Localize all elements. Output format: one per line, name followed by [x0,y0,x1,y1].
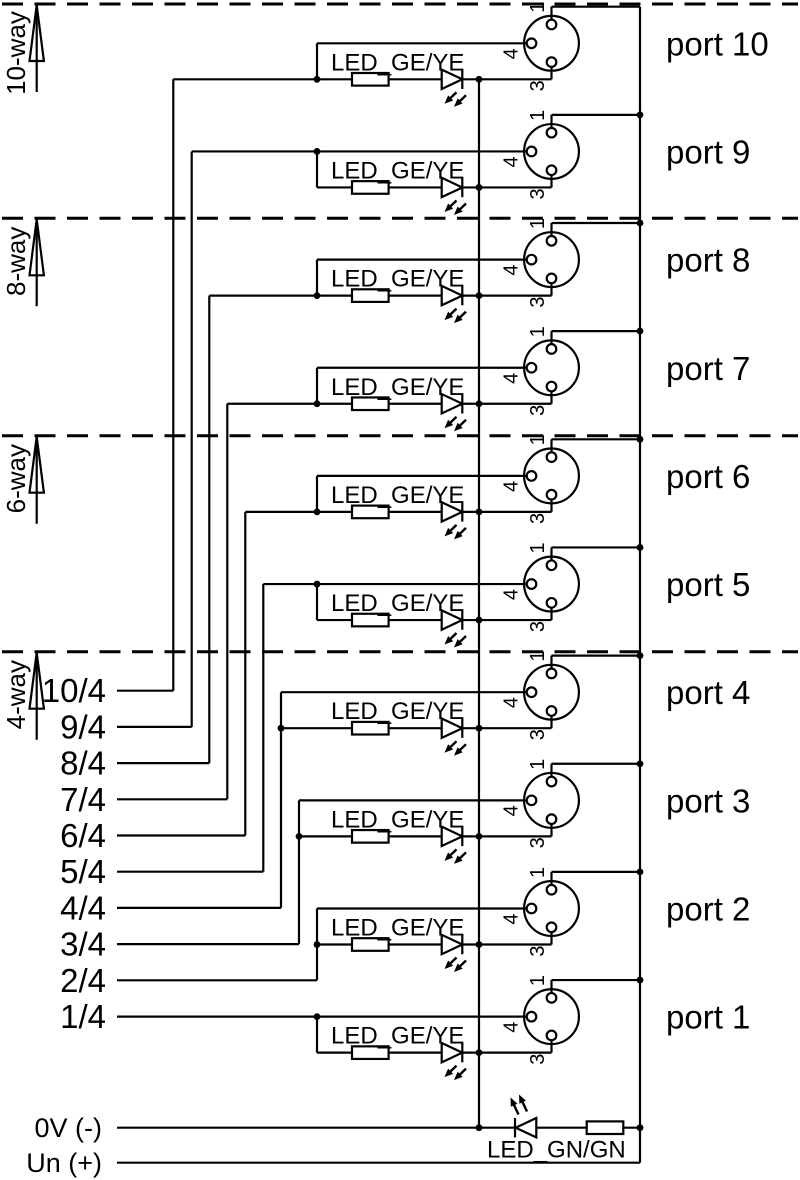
pin-contact [527,147,537,157]
m8-connector [524,881,579,936]
pin-number-1: 1 [527,974,549,987]
wire-label: 3/4 [60,925,106,963]
wire-label: 4/4 [60,889,106,927]
port-6 [60,434,750,854]
signal-feed [42,76,321,709]
junction-dot [476,833,483,840]
pin-number-3: 3 [527,512,549,524]
section-label: 4-way [1,660,31,730]
pin-number-3: 3 [527,80,549,92]
power-led-diode [516,1118,537,1137]
junction-dot [476,292,483,299]
pin-contact [527,904,537,914]
pin-contact [527,255,537,265]
pin-number-3: 3 [527,1053,549,1065]
m8-connector [524,232,579,287]
pin-number-3: 3 [527,729,549,741]
junction-dot [476,1049,483,1056]
pin-number-3: 3 [527,404,549,416]
pin-contact [547,669,557,679]
port-label: port 7 [666,349,751,387]
pin-contact [527,687,537,697]
pin-number-4: 4 [500,913,523,925]
signal-feed [60,148,320,745]
pin-number-3: 3 [527,620,549,633]
pin-contact [527,363,537,373]
port-label: port 6 [666,457,751,495]
wire-label: 1/4 [60,998,106,1035]
port-2 [60,867,750,999]
pin-contact [527,796,537,806]
port-1 [60,975,750,1080]
led-label: LED_GE/YE [331,481,465,509]
port-label: port 8 [666,241,751,279]
pin-number-3: 3 [527,945,549,957]
wire-label: 10/4 [41,672,106,710]
port-7 [60,326,750,818]
led-label: LED_GE/YE [331,914,465,942]
pin-contact [527,471,537,481]
port-4 [60,651,750,927]
pin-number-4: 4 [500,264,523,276]
pin-contact [547,777,557,787]
junction-dot [476,617,483,624]
pin-number-1: 1 [527,109,549,121]
port-label: port 1 [666,998,751,1036]
junction-dot [637,436,644,443]
pin-contact [547,344,557,354]
pin-contact [547,993,557,1003]
pin-number-4: 4 [500,697,523,709]
pin-contact [547,814,557,824]
pin-contact [527,1012,537,1022]
m8-connector [524,665,579,720]
led-label: LED_GE/YE [331,698,465,726]
m8-connector [524,557,579,612]
led-label: LED_GE/YE [331,157,465,185]
led-label: LED_GE/YE [331,1022,465,1050]
junction-dot [637,977,644,984]
resistor [587,1121,624,1134]
junction-dot [637,544,644,551]
pin-number-3: 3 [527,296,549,308]
wire-label: 6/4 [60,817,106,854]
junction-dot [637,220,644,227]
pin-number-4: 4 [500,805,523,817]
section-marker [1,219,44,306]
led-label: LED_GE/YE [331,806,465,834]
pin-number-3: 3 [527,188,549,200]
rail-un-label: Un (+) [26,1148,102,1179]
pin-contact [547,560,557,570]
pin-number-1: 1 [527,650,549,662]
port-label: port 5 [666,566,751,604]
pin-number-4: 4 [500,588,523,601]
pin-contact [547,490,557,500]
junction-dot [637,652,644,659]
led-label: LED_GE/YE [331,49,465,77]
led-label: LED_GE/YE [331,590,465,618]
section-label: 10-way [1,11,31,95]
section-marker [1,653,44,740]
pin-contact [547,382,557,392]
power-led-label: LED_GN/GN [487,1136,626,1164]
wire-label: 7/4 [60,780,106,818]
junction-dot [637,111,644,118]
power-rails [26,1095,643,1179]
port-9 [60,110,750,746]
pin-number-1: 1 [527,326,549,338]
pin-number-4: 4 [500,1021,523,1033]
wire-label: 5/4 [60,853,106,891]
pin-contact [547,452,557,462]
pin-number-1: 1 [527,434,549,446]
m8-connector [524,449,579,504]
junction-dot [637,1124,644,1131]
signal-feed [60,998,320,1035]
wire-label: 9/4 [60,708,106,746]
port-label: port 9 [666,133,751,171]
pin-contact [547,128,557,138]
pin-number-4: 4 [500,480,523,492]
wire-label: 2/4 [60,961,106,999]
junction-dot [637,328,644,335]
pin-contact [547,274,557,284]
port-label: port 3 [666,782,751,820]
rail-0v-label: 0V (-) [34,1113,102,1144]
m8-connector [524,773,579,828]
pin-contact [547,57,557,67]
pin-contact [547,236,557,246]
junction-dot [476,184,483,191]
pin-number-4: 4 [500,372,523,384]
wire-label: 8/4 [60,744,106,782]
pin-contact [527,39,537,49]
pin-contact [547,706,557,716]
pin-number-4: 4 [500,48,523,60]
junction-dot [476,725,483,732]
pin-contact [547,598,557,608]
pin-contact [547,20,557,30]
pin-number-1: 1 [527,866,549,878]
pin-number-1: 1 [527,1,549,13]
junction-dot [476,509,483,516]
pin-number-4: 4 [500,156,523,168]
pin-number-3: 3 [527,837,549,849]
m8-connector [524,124,579,179]
pin-contact [547,1031,557,1041]
led-label: LED_GE/YE [331,265,465,293]
pin-contact [527,579,537,589]
junction-dot [637,869,644,876]
pin-contact [547,923,557,933]
junction-dot [476,941,483,948]
m8-connector [524,16,579,71]
junction-dot [476,400,483,407]
pin-contact [547,885,557,895]
m8-connector [524,340,579,395]
junction-dot [476,76,483,83]
m8-connector [524,989,579,1044]
port-label: port 4 [666,674,751,712]
pin-contact [547,165,557,175]
pin-number-1: 1 [527,542,549,554]
junction-dot [476,1124,483,1131]
pin-number-1: 1 [527,217,549,230]
section-label: 8-way [1,226,31,296]
section-marker [1,437,44,524]
port-label: port 2 [666,890,751,928]
led-label: LED_GE/YE [331,373,465,401]
junction-dot [637,760,644,767]
section-label: 6-way [1,444,31,514]
section-marker [1,5,44,95]
pin-number-1: 1 [527,758,549,770]
port-label: port 10 [666,25,769,63]
